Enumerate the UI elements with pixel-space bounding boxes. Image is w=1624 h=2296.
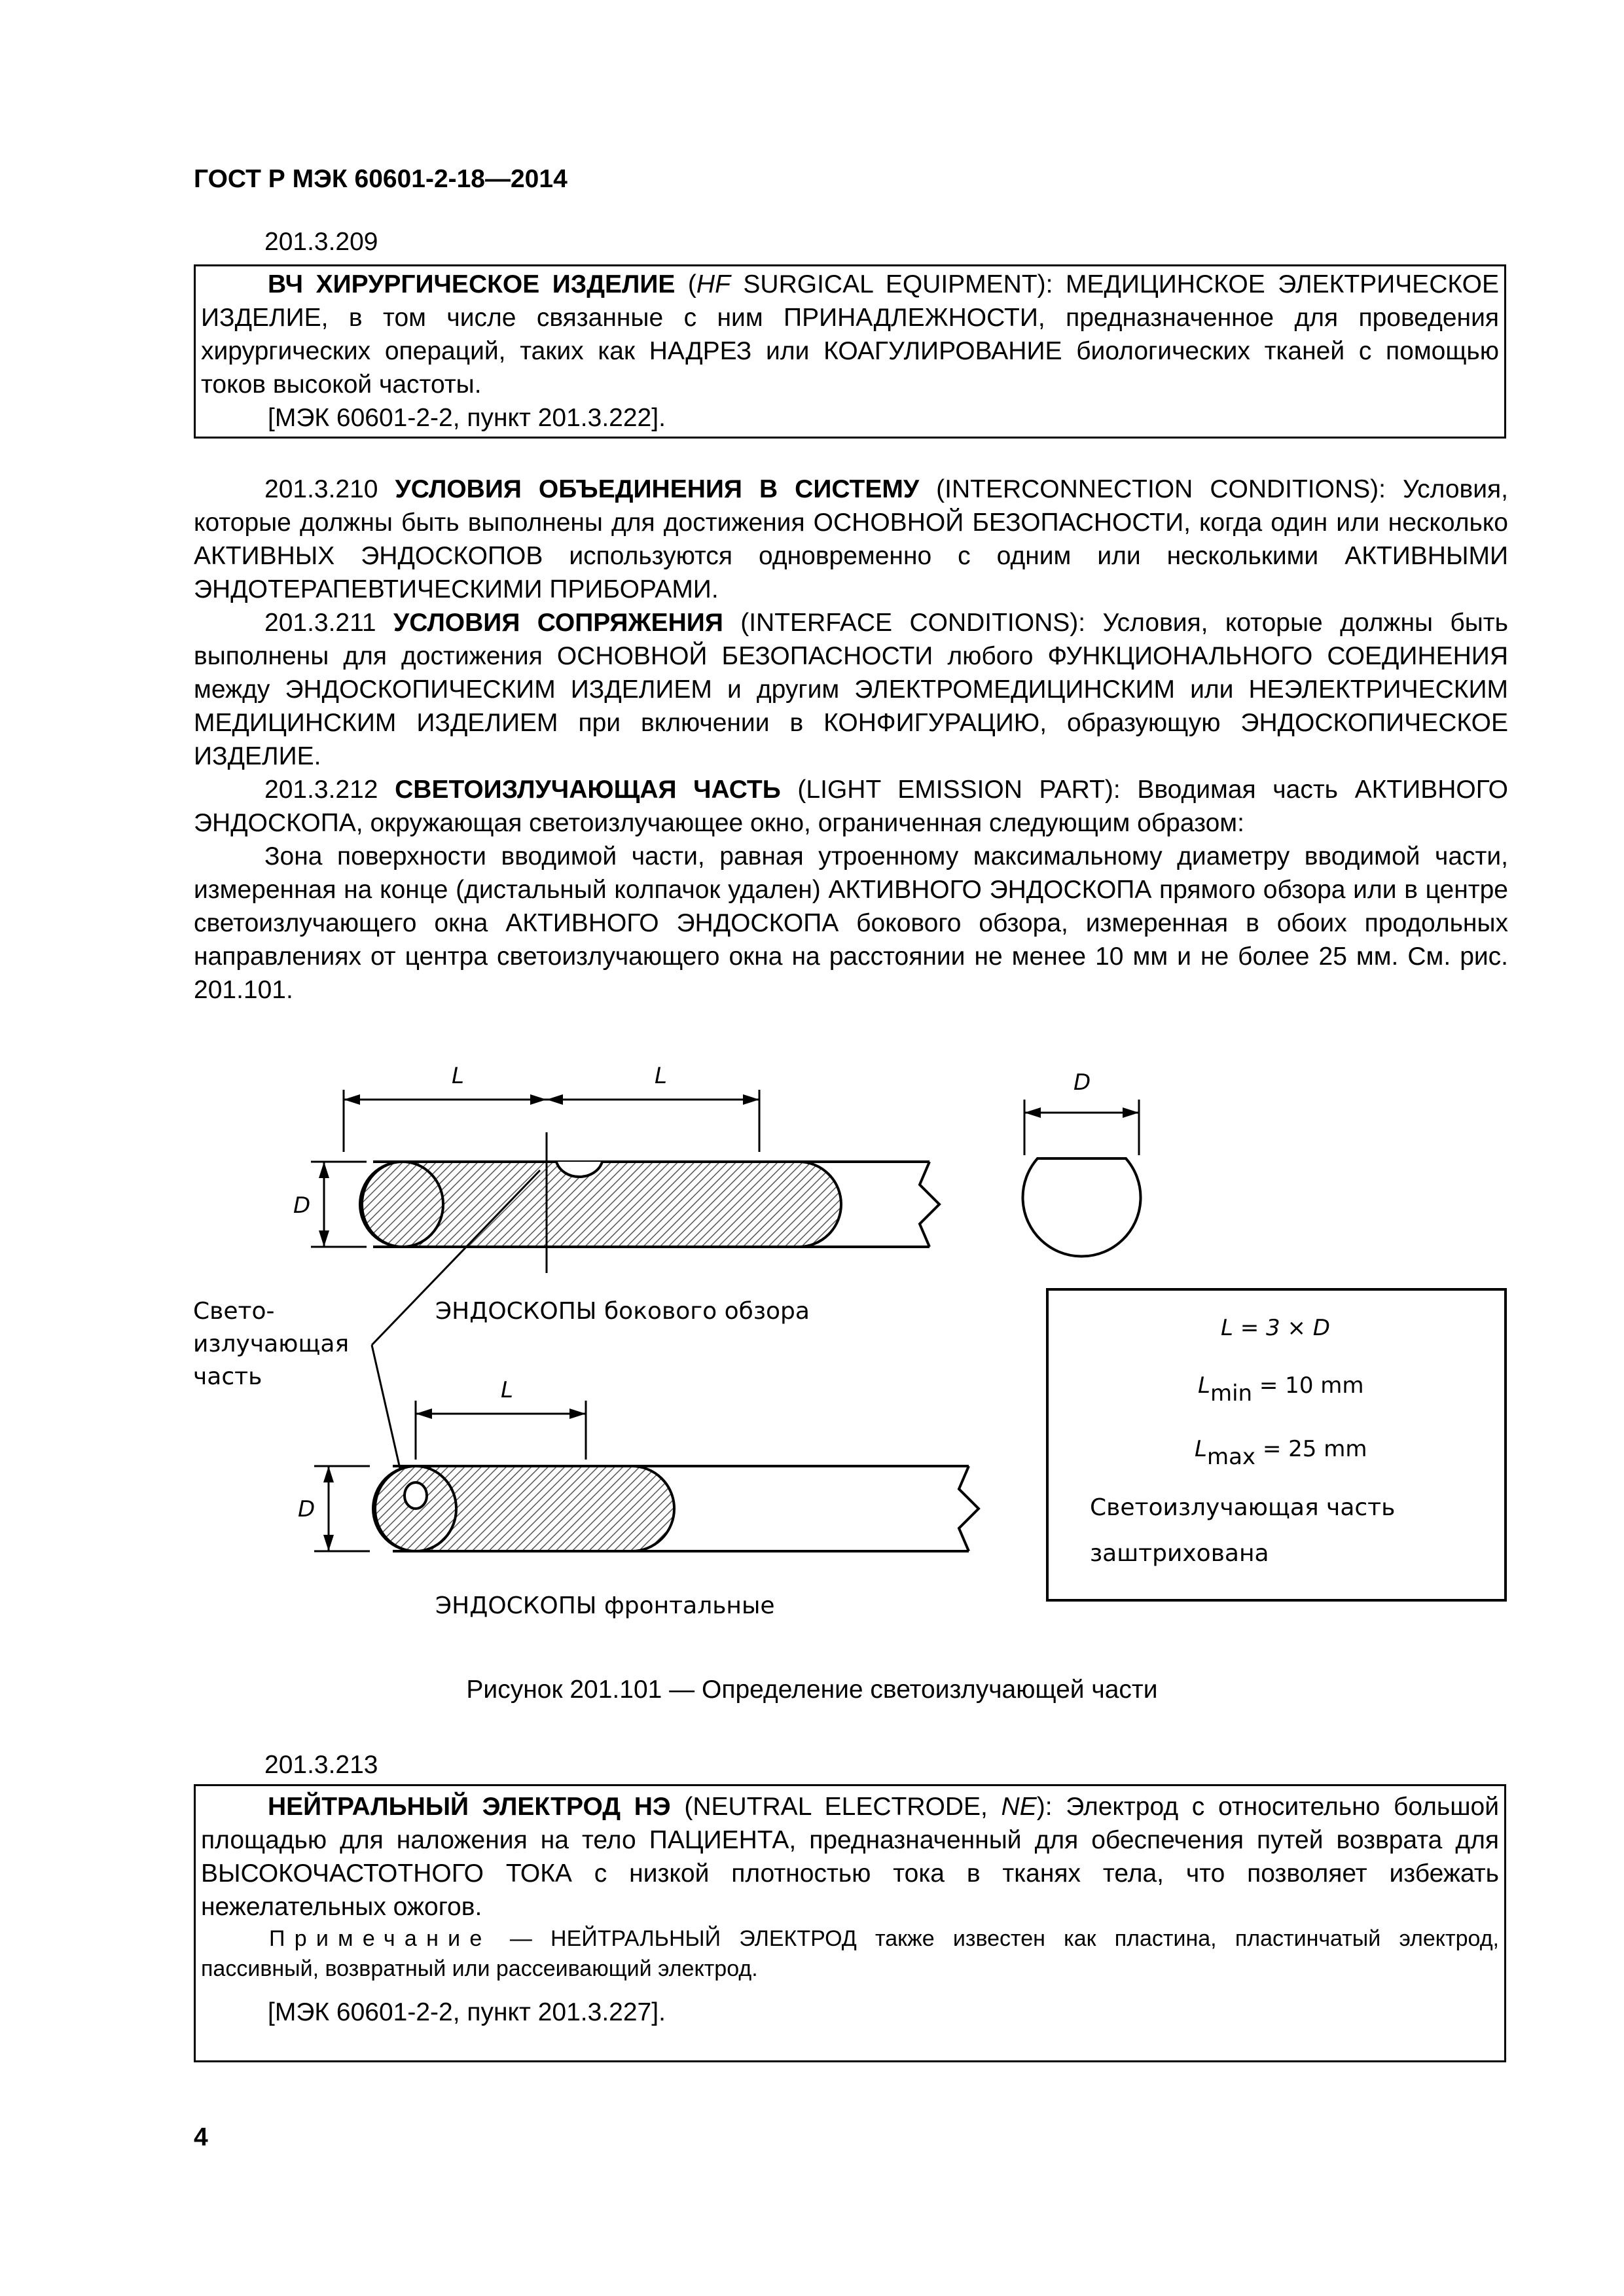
clause-number-213: 201.3.213 [264,1751,378,1779]
definition-text-213: НЕЙТРАЛЬНЫЙ ЭЛЕКТРОД НЭ (NEUTRAL ELECTRODE, NE): Электрод с относительно большой площадью для наложения на тело ПАЦИЕНТА, предназначенный для обеспечения путей возврата для ВЫСОКОЧАСТОТНОГО ТОКА с низкой плотностью тока в тканях тела, что позволяет избежать нежелательных ожогов. [201,1793,1499,1921]
legend-formula: L = 3 × D [1221,1315,1330,1341]
en-ne: NE [1001,1793,1037,1821]
svg-text:Свето-: Свето- [193,1298,275,1325]
definition-211: 201.3.211 УСЛОВИЯ СОПРЯЖЕНИЯ (INTERFACE CONDITIONS): Условия, которые должны быть выполнены для достижения ОСНОВНОЙ БЕЗОПАСНОСТИ любого ФУНКЦИОНАЛЬНОГО СОЕДИНЕНИЯ между ЭНДОСКОПИЧЕСКИМ ИЗДЕЛИЕМ и другим ЭЛЕКТРОМЕДИЦИНСКИМ или НЕЭЛЕКТРИЧЕСКИМ МЕДИЦИНСКИМ ИЗДЕЛИЕМ при включении в КОНФИГУРАЦИЮ, образующую ЭНДОСКОПИЧЕСКОЕ ИЗДЕЛИЕ. [194,609,1508,770]
legend-box [1047,1289,1506,1600]
source-reference-209: [МЭК 60601-2-2, пункт 201.3.222]. [268,404,666,432]
legend-note-line2: заштрихована [1090,1540,1269,1567]
dimension-l-front: L [501,1377,513,1403]
en-hf: HF [696,270,731,298]
legend-lmin: Lmin = 10 mm [1198,1372,1364,1407]
cross-section [1023,1069,1141,1257]
definition-210: 201.3.210 УСЛОВИЯ ОБЪЕДИНЕНИЯ В СИСТЕМУ (INTERCONNECTION CONDITIONS): Условия, которые должны быть выполнены для достижения ОСНОВНОЙ БЕЗОПАСНОСТИ, когда один или несколько АКТИВНЫХ ЭНДОСКОПОВ используются одновременно с одним или несколькими АКТИВНЫМИ ЭНДОТЕРАПЕВТИЧЕСКИМИ ПРИБОРАМИ. [194,475,1509,603]
term-211: УСЛОВИЯ СОПРЯЖЕНИЯ [393,609,723,637]
definition-box-209 [194,264,1506,439]
definition-212-zone: Зона поверхности вводимой части, равная утроенному максимальному диаметру вводимой части, измеренная на конце (дистальный колпачок удален) АКТИВНОГО ЭНДОСКОПА прямого обзора или в центре светоизлучающего окна АКТИВНОГО ЭНДОСКОПА бокового обзора, измеренная в обоих продольных направлениях от центра светоизлучающего окна на расстоянии не менее 10 мм и не более 25 мм. См. рис. 201.101. [194,842,1508,1004]
term-209: ВЧ ХИРУРГИЧЕСКОЕ ИЗДЕЛИЕ [268,270,676,298]
front-view-caption: ЭНДОСКОПЫ фронтальные [435,1592,775,1619]
light-emission-figure [177,1021,1525,1649]
cross-section-circle [1023,1158,1141,1257]
svg-text:излучающая: излучающая [193,1331,350,1357]
dimension-d-cross: D [1074,1069,1091,1096]
term-210: УСЛОВИЯ ОБЪЕДИНЕНИЯ В СИСТЕМУ [395,475,920,503]
definition-box-213 [194,1784,1506,2062]
dimension-d-front: D [298,1496,316,1522]
dimension-l-left: L [452,1063,464,1089]
term-212: СВЕТОИЗЛУЧАЮЩАЯ ЧАСТЬ [395,776,781,804]
svg-text:часть: часть [193,1363,262,1390]
dimension-d-side: D [293,1193,311,1219]
standard-header: ГОСТ Р МЭК 60601-2-18—2014 [194,165,568,193]
clause-number-209: 201.3.209 [264,228,378,256]
legend-lmax: Lmax = 25 mm [1195,1436,1367,1470]
term-213: НЕЙТРАЛЬНЫЙ ЭЛЕКТРОД НЭ [268,1793,671,1821]
side-view-caption: ЭНДОСКОПЫ бокового обзора [435,1298,810,1325]
source-reference-213: [МЭК 60601-2-2, пункт 201.3.227]. [268,1998,666,2026]
note-label: Примечание [269,1926,492,1951]
page-number: 4 [194,2123,208,2151]
front-view-endoscope [298,1377,979,1619]
definitions-body [194,473,1508,1007]
note-213: Примечание — НЕЙТРАЛЬНЫЙ ЭЛЕКТРОД также известен как пластина, пластинчатый электрод, пассивный, возвратный или рассеивающий электрод. [201,1926,1499,1981]
front-emission-window [405,1482,427,1509]
legend-note-line1: Светоизлучающая часть [1090,1494,1396,1521]
side-view-endoscope [293,1063,939,1325]
definition-212: 201.3.212 СВЕТОИЗЛУЧАЮЩАЯ ЧАСТЬ (LIGHT EMISSION PART): Вводимая часть АКТИВНОГО ЭНДОСКОПА, окружающая светоизлучающее окно, ограниченная следующим образом: [194,776,1508,837]
figure-caption: Рисунок 201.101 — Определение светоизлучающей части [466,1676,1158,1704]
dimension-l-right: L [655,1063,667,1089]
definition-text-209: ВЧ ХИРУРГИЧЕСКОЕ ИЗДЕЛИЕ (HF SURGICAL EQUIPMENT): МЕДИЦИНСКОЕ ЭЛЕКТРИЧЕСКОЕ ИЗДЕЛИЕ, в том числе связанные с ним ПРИНАДЛЕЖНОСТИ, предназначенное для проведения хирургических операций, таких как НАДРЕЗ или КОАГУЛИРОВАНИЕ биологических тканей с помощью токов высокой частоты. [201,270,1499,399]
